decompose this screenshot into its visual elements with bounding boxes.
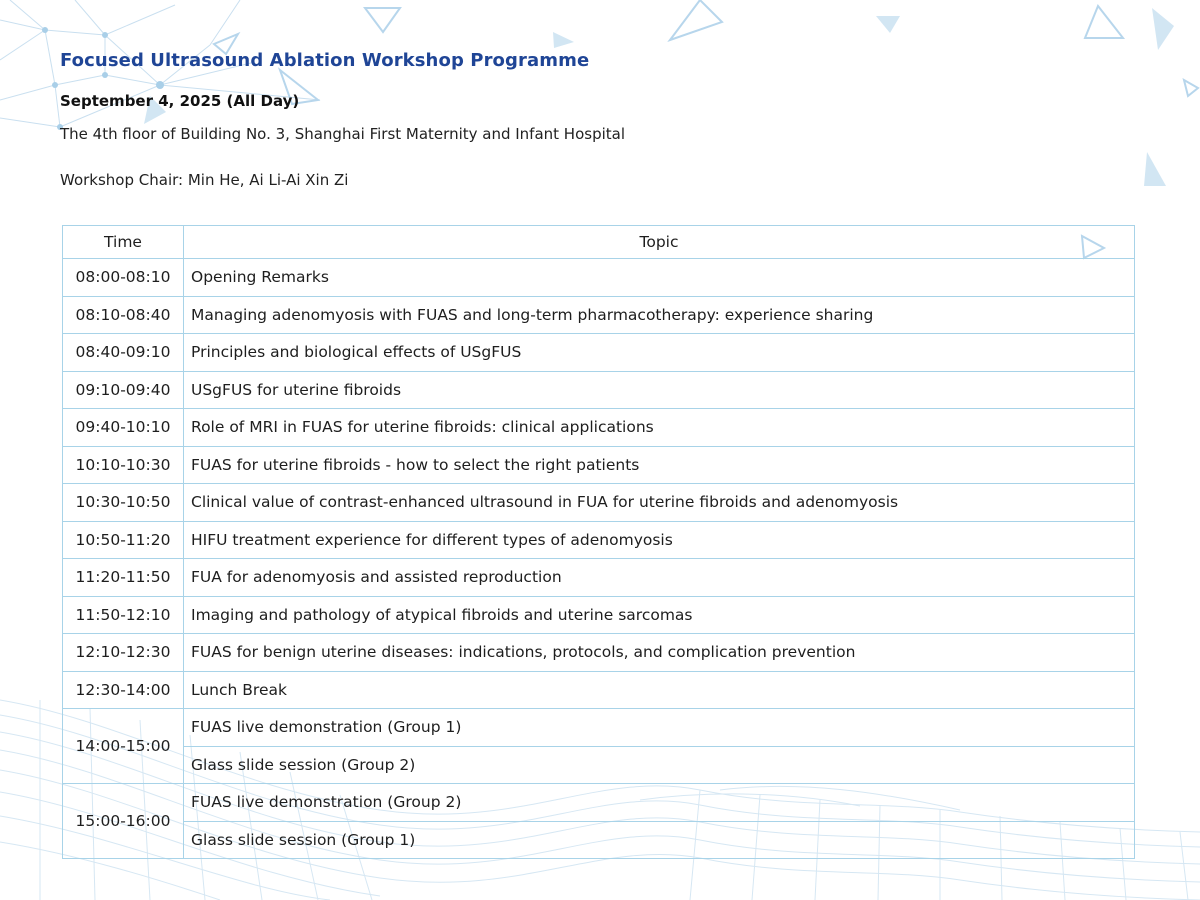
workshop-chair: Workshop Chair: Min He, Ai Li-Ai Xin Zi bbox=[60, 171, 349, 189]
table-row bbox=[63, 371, 1135, 409]
programme-venue: The 4th floor of Building No. 3, Shanghai First Maternity and Infant Hospital bbox=[60, 125, 626, 143]
table-row bbox=[63, 559, 1135, 597]
row-time: 11:20-11:50 bbox=[63, 559, 184, 597]
session-topic: Glass slide session (Group 1) bbox=[184, 821, 1135, 859]
session-topic: FUAS live demonstration (Group 2) bbox=[184, 784, 1135, 822]
table-row bbox=[63, 821, 1135, 859]
table-row bbox=[63, 409, 1135, 447]
row-time: 08:00-08:10 bbox=[63, 259, 184, 297]
row-topic: Imaging and pathology of atypical fibroids and uterine sarcomas bbox=[184, 596, 1135, 634]
programme-date: September 4, 2025 (All Day) bbox=[60, 92, 300, 110]
table-row bbox=[63, 259, 1135, 297]
row-topic: Lunch Break bbox=[184, 671, 1135, 709]
table-row bbox=[63, 709, 1135, 747]
column-header-topic: Topic bbox=[184, 226, 1135, 259]
row-time: 12:30-14:00 bbox=[63, 671, 184, 709]
row-time: 12:10-12:30 bbox=[63, 634, 184, 672]
row-time: 09:10-09:40 bbox=[63, 371, 184, 409]
row-time: 08:40-09:10 bbox=[63, 334, 184, 372]
row-time: 08:10-08:40 bbox=[63, 296, 184, 334]
table-row bbox=[63, 334, 1135, 372]
table-header-row bbox=[63, 226, 1135, 259]
programme-title: Focused Ultrasound Ablation Workshop Programme bbox=[60, 50, 590, 71]
row-topic: HIFU treatment experience for different types of adenomyosis bbox=[184, 521, 1135, 559]
session-topic: Glass slide session (Group 2) bbox=[184, 746, 1135, 784]
row-time: 11:50-12:10 bbox=[63, 596, 184, 634]
row-topic: Managing adenomyosis with FUAS and long-term pharmacotherapy: experience sharing bbox=[184, 296, 1135, 334]
table-row bbox=[63, 521, 1135, 559]
table-row bbox=[63, 784, 1135, 822]
session-time: 15:00-16:00 bbox=[63, 784, 184, 859]
column-header-time: Time bbox=[63, 226, 184, 259]
row-time: 10:10-10:30 bbox=[63, 446, 184, 484]
row-topic: USgFUS for uterine fibroids bbox=[184, 371, 1135, 409]
table-row bbox=[63, 671, 1135, 709]
row-time: 09:40-10:10 bbox=[63, 409, 184, 447]
table-row bbox=[63, 746, 1135, 784]
row-topic: Clinical value of contrast-enhanced ultrasound in FUA for uterine fibroids and adenomyosis bbox=[184, 484, 1135, 522]
programme-table bbox=[62, 225, 1135, 859]
row-topic: FUAS for uterine fibroids - how to select the right patients bbox=[184, 446, 1135, 484]
table-row bbox=[63, 634, 1135, 672]
session-time: 14:00-15:00 bbox=[63, 709, 184, 784]
table-row bbox=[63, 484, 1135, 522]
row-topic: Principles and biological effects of USgFUS bbox=[184, 334, 1135, 372]
row-time: 10:50-11:20 bbox=[63, 521, 184, 559]
table-row bbox=[63, 296, 1135, 334]
table-row bbox=[63, 596, 1135, 634]
session-topic: FUAS live demonstration (Group 1) bbox=[184, 709, 1135, 747]
row-time: 10:30-10:50 bbox=[63, 484, 184, 522]
row-topic: Opening Remarks bbox=[184, 259, 1135, 297]
row-topic: FUA for adenomyosis and assisted reproduction bbox=[184, 559, 1135, 597]
row-topic: FUAS for benign uterine diseases: indications, protocols, and complication prevention bbox=[184, 634, 1135, 672]
row-topic: Role of MRI in FUAS for uterine fibroids: clinical applications bbox=[184, 409, 1135, 447]
table-row bbox=[63, 446, 1135, 484]
